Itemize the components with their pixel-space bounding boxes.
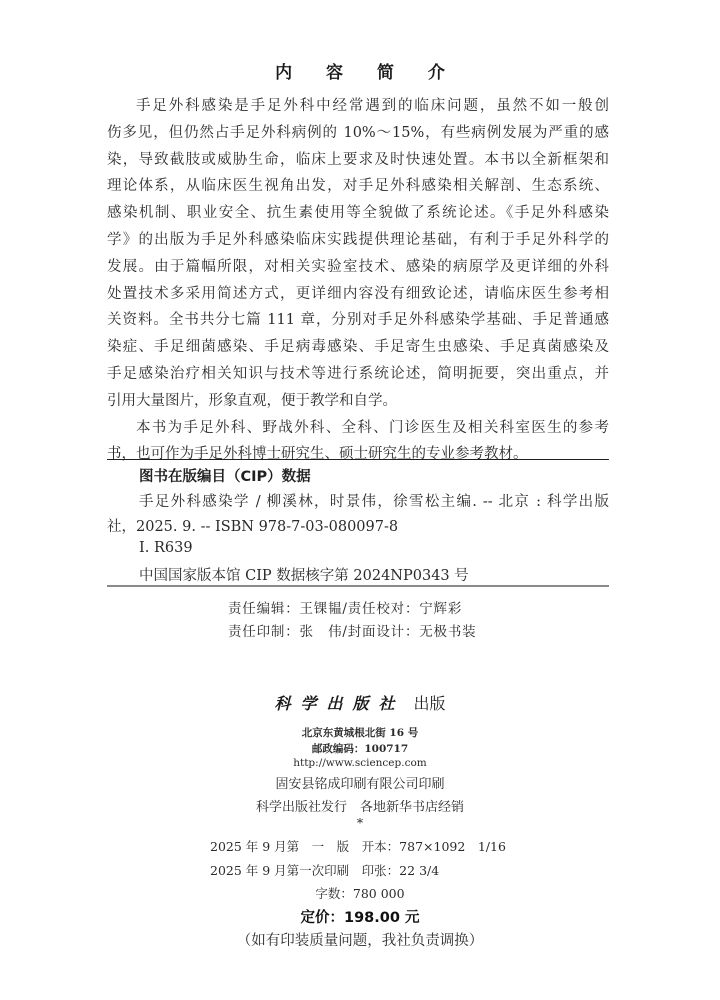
publisher-url: http://www.sciencep.com bbox=[293, 757, 427, 769]
publisher-line bbox=[0, 691, 720, 714]
abstract-line: 处置技术多采用简述方式，更详细内容没有细致论述，请临床医生参考相 bbox=[107, 285, 609, 302]
publisher-postcode: 邮政编码：100717 bbox=[311, 743, 409, 755]
abstract-line: 手足感染治疗相关知识与技术等进行系统论述，简明扼要，突出重点，并 bbox=[107, 365, 609, 382]
printing-info: 2025 年 9 月第一次印刷 印张：22 3/4 bbox=[210, 863, 440, 878]
edition-info: 2025 年 9 月第 一 版 开本：787×1092 1/16 bbox=[210, 839, 506, 854]
abstract-line: 染症、手足细菌感染、手足病毒感染、手足寄生虫感染、手足真菌感染及 bbox=[107, 339, 609, 356]
cip-bibliographic-line: 手足外科感染学 / 柳溪林，时景伟，徐雪松主编. -- 北京 : 科学出版 bbox=[139, 494, 609, 510]
cip-classification: Ⅰ. R639 bbox=[139, 540, 193, 556]
abstract-line: 手足外科感染是手足外科中经常遇到的临床问题，虽然不如一般创 bbox=[136, 98, 609, 114]
abstract-line: 感染机制、职业安全、抗生素使用等全貌做了系统论述。《手足外科感染 bbox=[107, 205, 609, 222]
credits-editors: 责任编辑：王锞韫/责任校对：宁辉彩 bbox=[228, 601, 463, 617]
abstract-line: 伤多见，但仍然占手足外科病例的 10%～15%，有些病例发展为严重的感 bbox=[107, 124, 609, 141]
publisher-logo: 科学出版社 bbox=[274, 694, 405, 713]
publisher-address: 北京东黄城根北街 16 号 bbox=[301, 727, 419, 739]
abstract-line: 发展。由于篇幅所限，对相关实验室技术、感染的病原学及更详细的外科 bbox=[107, 258, 609, 275]
abstract-body bbox=[107, 93, 609, 468]
word-count: 字数：780 000 bbox=[315, 886, 405, 901]
abstract-line: 引用大量图片，形象直观，便于教学和自学。 bbox=[107, 392, 397, 409]
price: 定价：198.00 元 bbox=[300, 910, 420, 926]
abstract-line: 关资料。全书共分七篇 111 章，分别对手足外科感染学基础、手足普通感 bbox=[107, 312, 609, 329]
page-title: 内 容 简 介 bbox=[275, 63, 459, 83]
publisher-suffix: 出版 bbox=[413, 694, 446, 713]
editorial-credits bbox=[228, 598, 476, 644]
cip-heading: 图书在版编目（CIP）数据 bbox=[139, 469, 311, 485]
abstract-line: 染，导致截肢或威胁生命，临床上要求及时快速处置。本书以全新框架和 bbox=[107, 151, 609, 168]
distribution-info: 科学出版社发行 各地新华书店经销 bbox=[255, 800, 464, 815]
abstract-line: 本书为手足外科、野战外科、全科、门诊医生及相关科室医生的参考 bbox=[136, 419, 609, 436]
printer-info: 固安县铭成印刷有限公司印刷 bbox=[275, 777, 445, 792]
separator-asterisk: * bbox=[356, 815, 364, 830]
cip-data-block bbox=[107, 459, 609, 587]
cip-isbn-line: 社，2025. 9. -- ISBN 978-7-03-080097-8 bbox=[107, 519, 399, 535]
abstract-line: 理论体系，从临床医生视角出发，对手足外科感染相关解剖、生态系统、 bbox=[107, 178, 609, 195]
abstract-paragraph-1 bbox=[107, 93, 609, 415]
cip-verification-number: 中国国家版本馆 CIP 数据核字第 2024NP0343 号 bbox=[139, 568, 469, 584]
credits-production: 责任印制：张 伟/封面设计：无极书装 bbox=[228, 624, 477, 640]
abstract-line: 学》的出版为手足外科感染临床实践提供理论基础，有利于手足外科学的 bbox=[107, 231, 609, 248]
abstract-line: 书，也可作为手足外科博士研究生、硕士研究生的专业参考教材。 bbox=[107, 446, 528, 463]
quality-note: （如有印装质量问题，我社负责调换） bbox=[236, 933, 484, 949]
